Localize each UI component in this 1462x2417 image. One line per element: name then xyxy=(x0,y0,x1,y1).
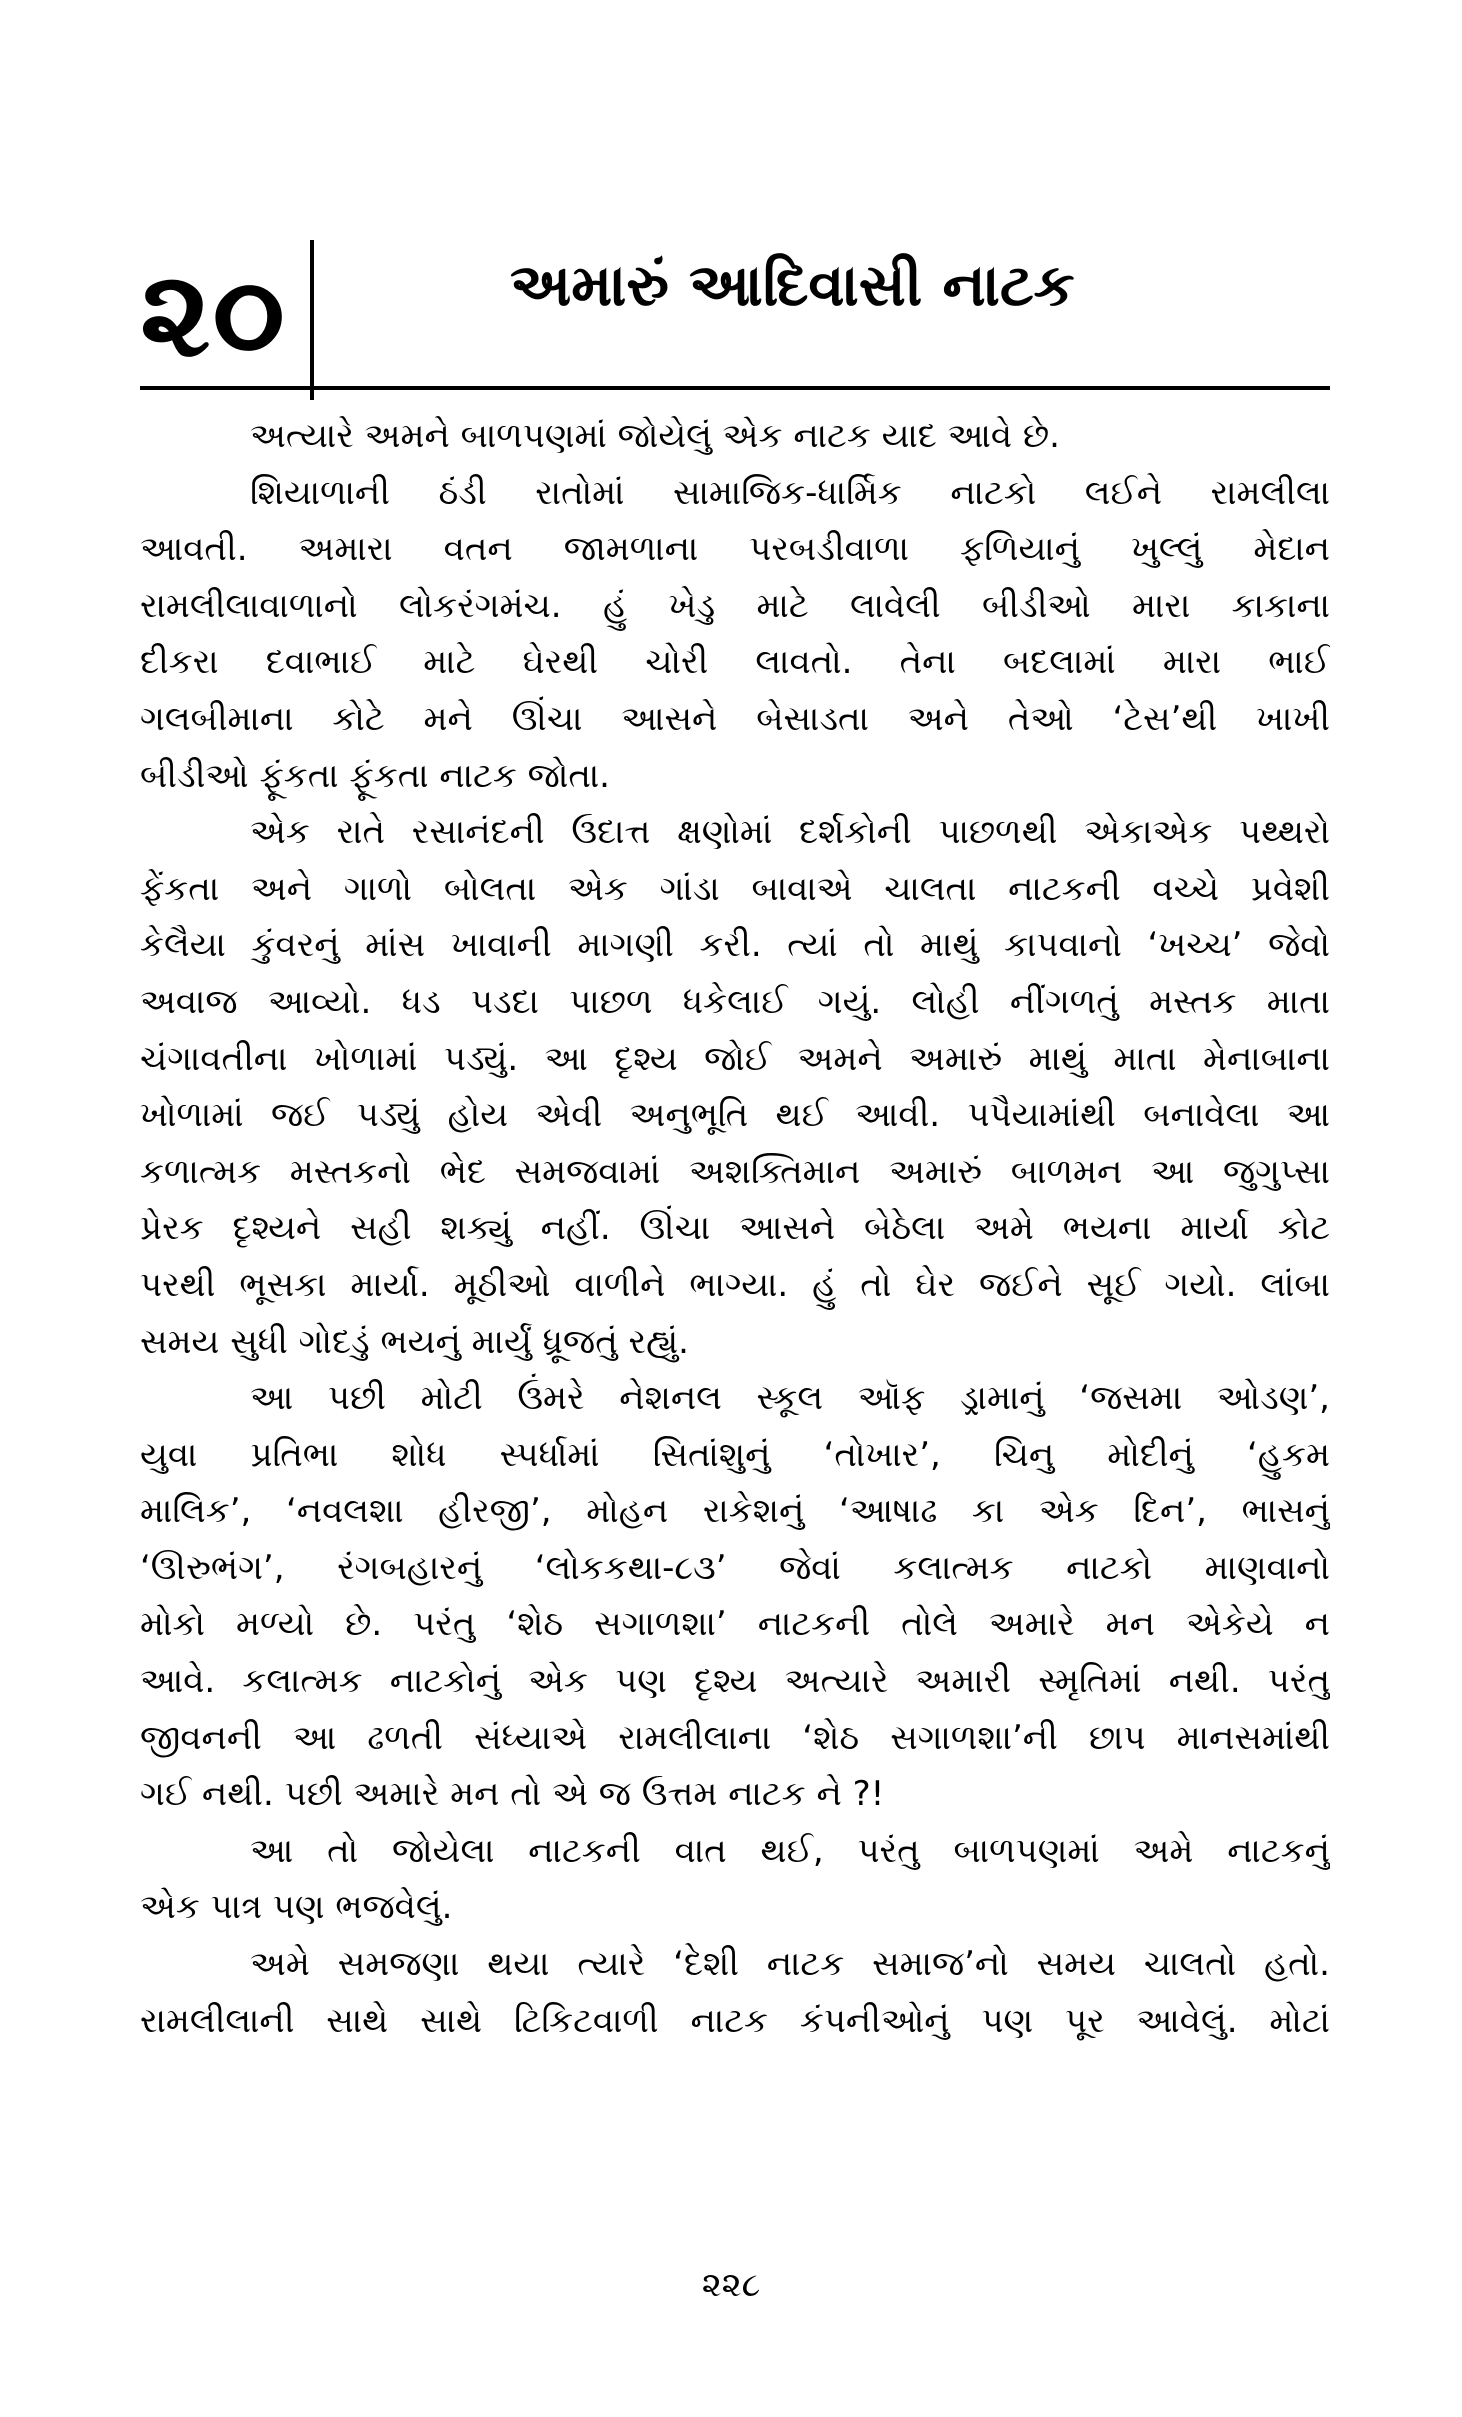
text-line: અમે સમજણા થયા ત્યારે ‘દેશી નાટક સમાજ’નો સમય ચાલતો હતો. xyxy=(250,1944,1330,1985)
text-line: માલિક’, ‘નવલશા હીરજી’, મોહન રાકેશનું ‘આષાઢ કા એક દિન’, ભાસનું xyxy=(140,1491,1330,1532)
body-text xyxy=(140,408,1330,2049)
chapter-title: અમારું આદિવાસી નાટક xyxy=(510,251,1075,319)
text-line: રામલીલાની સાથે સાથે ટિકિટવાળી નાટક કંપનીઓનું પણ પૂર આવેલું. મોટાં xyxy=(140,2000,1330,2041)
text-line: આ પછી મોટી ઉંમરે નેશનલ સ્કૂલ ઑફ ડ્રામાનું ‘જસમા ઓડણ’, xyxy=(250,1378,1330,1419)
text-line: પરથી ભૂસકા માર્યા. મૂઠીઓ વાળીને ભાગ્યા. હું તો ઘેર જઈને સૂઈ ગયો. લાંબા xyxy=(140,1264,1330,1305)
text-line: આવે. કલાત્મક નાટકોનું એક પણ દૃશ્ય અત્યારે અમારી સ્મૃતિમાં નથી. પરંતુ xyxy=(140,1661,1330,1702)
text-line: દીકરા દવાભાઈ માટે ઘેરથી ચોરી લાવતો. તેના બદલામાં મારા ભાઈ xyxy=(140,642,1330,683)
text-line: ચંગાવતીના ખોળામાં પડ્યું. આ દૃશ્ય જોઈ અમને અમારું માથું માતા મેનાબાના xyxy=(140,1038,1330,1079)
text-line: ગલબીમાના કોટે મને ઊંચા આસને બેસાડતા અને તેઓ ‘ટેસ’થી ખાખી xyxy=(140,698,1330,739)
text-line: ‘ઊરુભંગ’, રંગબહારનું ‘લોકકથા-૮૩’ જેવાં કલાત્મક નાટકો માણવાનો xyxy=(140,1547,1330,1588)
text-line: પ્રેરક દૃશ્યને સહી શક્યું નહીં. ઊંચા આસને બેઠેલા અમે ભયના માર્યા કોટ xyxy=(140,1208,1330,1249)
text-line: યુવા પ્રતિભા શોધ સ્પર્ધામાં સિતાંશુનું ‘તોખાર’, ચિનુ મોદીનું ‘હુકમ xyxy=(140,1434,1330,1475)
text-line: એક રાતે રસાનંદની ઉદાત્ત ક્ષણોમાં દર્શકોની પાછળથી એકાએક પથ્થરો xyxy=(250,812,1330,853)
text-line: અત્યારે અમને બાળપણમાં જોયેલું એક નાટક યાદ આવે છે. xyxy=(250,416,1060,456)
text-line: એક પાત્ર પણ ભજવેલું. xyxy=(140,1887,453,1928)
text-line: અવાજ આવ્યો. ધડ પડદા પાછળ ધકેલાઈ ગયું. લોહી નીંગળતું મસ્તક માતા xyxy=(140,981,1330,1022)
text-line: ગઈ નથી. પછી અમારે મન તો એ જ ઉત્તમ નાટક ને ?! xyxy=(140,1774,885,1815)
page-number: ૨૨૮ xyxy=(701,2265,761,2305)
text-line: સમય સુધી ગોદડું ભયનું માર્યું ધ્રૂજતું રહ્યું. xyxy=(140,1321,689,1362)
text-line: જીવનની આ ઢળતી સંધ્યાએ રામલીલાના ‘શેઠ સગાળશા’ની છાપ માનસમાંથી xyxy=(140,1717,1330,1758)
text-line: ફેંકતા અને ગાળો બોલતા એક ગાંડા બાવાએ ચાલતા નાટકની વચ્ચે પ્રવેશી xyxy=(140,868,1330,909)
text-line: ખોળામાં જઈ પડ્યું હોય એવી અનુભૂતિ થઈ આવી. પપૈયામાંથી બનાવેલા આ xyxy=(140,1095,1330,1136)
text-line: શિયાળાની ઠંડી રાતોમાં સામાજિક-ધાર્મિક નાટકો લઈને રામલીલા xyxy=(250,472,1330,513)
text-line: આ તો જોયેલા નાટકની વાત થઈ, પરંતુ બાળપણમાં અમે નાટકનું xyxy=(250,1830,1330,1871)
header-rule xyxy=(140,386,1330,390)
chapter-header xyxy=(140,220,1330,395)
text-line: કેલૈયા કુંવરનું માંસ ખાવાની માગણી કરી. ત્યાં તો માથું કાપવાનો ‘ખચ્ચ’ જેવો xyxy=(140,925,1330,966)
text-line: રામલીલાવાળાનો લોકરંગમંચ. હું ખેડુ માટે લાવેલી બીડીઓ મારા કાકાના xyxy=(140,585,1330,626)
text-line: આવતી. અમારા વતન જામળાના પરબડીવાળા ફળિયાનું ખુલ્લું મેદાન xyxy=(140,529,1330,570)
text-line: બીડીઓ ફૂંકતા ફૂંકતા નાટક જોતા. xyxy=(140,755,610,796)
chapter-divider xyxy=(310,240,314,400)
text-line: કળાત્મક મસ્તકનો ભેદ સમજવામાં અશક્તિમાન અમારું બાળમન આ જુગુપ્સા xyxy=(140,1151,1330,1192)
chapter-number: ૨૦ xyxy=(140,245,287,384)
text-line: મોકો મળ્યો છે. પરંતુ ‘શેઠ સગાળશા’ નાટકની તોલે અમારે મન એકેયે ન xyxy=(140,1604,1330,1645)
